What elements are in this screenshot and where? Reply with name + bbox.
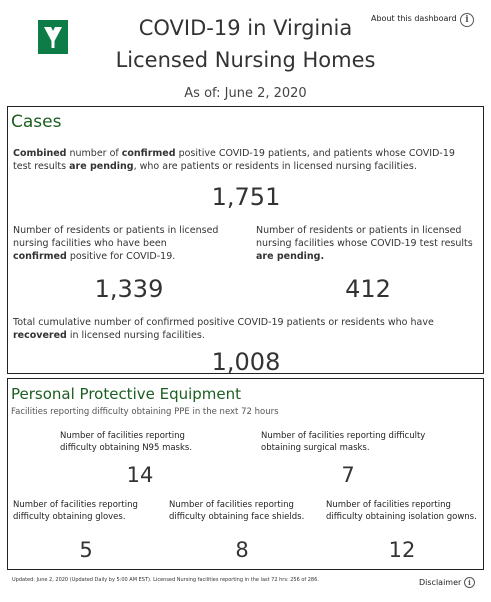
ppe-section-title: Personal Protective Equipment [11, 385, 242, 403]
ppe-label-isolation-gowns: Number of facilities reporting difficulty obtaining isolation gowns. [326, 500, 477, 522]
cases-section-title: Cases [11, 112, 62, 132]
ppe-value-n95: 14 [126, 463, 154, 487]
combined-value: 1,751 [211, 183, 281, 211]
confirmed-value: 1,339 [94, 275, 164, 303]
pending-description: Number of residents or patients in licensed nursing facilities whose COVID-19 test results are pending. [256, 225, 473, 262]
footer-updated-note: Updated: June 2, 2020 (Updated Daily by 5:00 AM EST). Licensed Nursing facilities reporting in the last 72 hrs: 256 of 286. [12, 577, 319, 583]
pending-value: 412 [345, 275, 391, 303]
disclaimer-link[interactable]: Disclaimer [419, 578, 462, 587]
about-dashboard-link[interactable]: About this dashboard [371, 14, 457, 23]
as-of-date: As of: June 2, 2020 [184, 86, 307, 101]
confirmed-description: Number of residents or patients in licensed nursing facilities who have been confirmed positive for COVID-19. [13, 225, 219, 262]
ppe-label-n95: Number of facilities reporting difficulty obtaining N95 masks. [60, 431, 193, 453]
page-title-line1: COVID-19 in Virginia [138, 16, 353, 40]
info-icon[interactable]: i [460, 13, 474, 27]
ppe-label-face-shields: Number of facilities reporting difficulty obtaining face shields. [169, 500, 305, 522]
combined-description: Combined number of confirmed positive COVID-19 patients, and patients whose COVID-19 test results are pending, who are patients or residents in licensed nursing facilities. [13, 148, 455, 172]
ppe-value-gloves: 5 [79, 538, 93, 562]
page-title-line2: Licensed Nursing Homes [115, 48, 376, 72]
ppe-label-surgical: Number of facilities reporting difficulty obtaining surgical masks. [261, 431, 426, 453]
disclaimer-info-icon[interactable]: i [464, 577, 475, 588]
ppe-value-surgical: 7 [341, 463, 355, 487]
ppe-subtitle: Facilities reporting difficulty obtaining PPE in the next 72 hours [11, 407, 279, 417]
ppe-value-face-shields: 8 [235, 538, 249, 562]
ppe-value-isolation-gowns: 12 [388, 538, 416, 562]
ppe-label-gloves: Number of facilities reporting difficulty obtaining gloves. [13, 500, 138, 522]
recovered-value: 1,008 [211, 348, 281, 376]
recovered-description: Total cumulative number of confirmed positive COVID-19 patients or residents who have recovered in licensed nursing facilities. [13, 317, 434, 341]
